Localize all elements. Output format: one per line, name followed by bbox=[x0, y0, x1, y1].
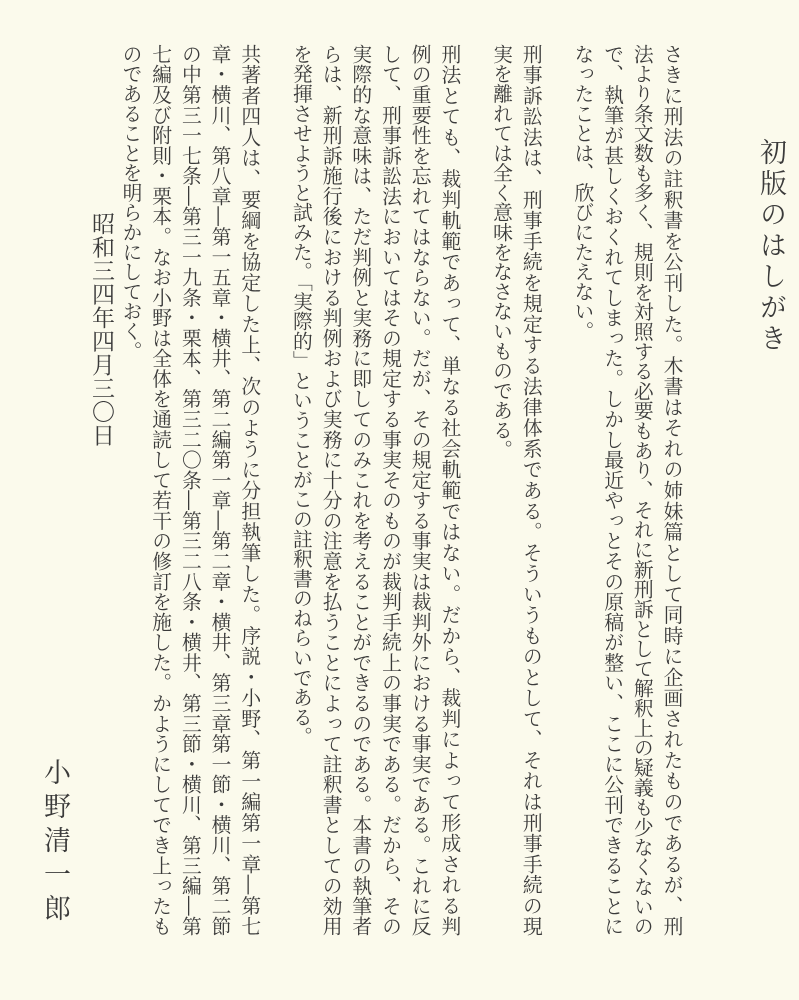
text-line: 章・横川、第八章―第一五章・横井、第二編第一章―第二章・横井、第三章第一節・横川、第二節 bbox=[208, 44, 232, 936]
text-line: 実際的な意味は、ただ判例と実務に即してのみこれを考えることができるのである。本書の執筆者 bbox=[348, 44, 372, 936]
author-signature: 小野清一郎 bbox=[39, 758, 70, 928]
text-line: のであることを明らかにしておく。 bbox=[119, 44, 142, 361]
text-line: して、刑事訴訟法においてはその規定する事実そのものが裁判手続上の事実である。だから、その bbox=[378, 44, 402, 936]
page-title: 初版のはしがき bbox=[755, 138, 786, 355]
preface-body bbox=[115, 44, 708, 936]
text-line: 七編及び附則・栗本。なお小野は全体を通読して若干の修訂を施した。かようにしてでき上ったも bbox=[148, 44, 172, 936]
text-line: らは、新刑訴施行後における判例および実務に十分の注意を払うことによって註釈書としての効用 bbox=[319, 44, 343, 936]
text-line: を発揮させようと試みた。「実際的」ということがこの註釈書のねらいである。 bbox=[289, 44, 313, 747]
text-line: 実を離れては全く意味をなさないものである。 bbox=[489, 44, 513, 460]
text-line: 法より条文数も多く、規則を対照する必要もあり、それに新刑訴として解釈上の疑義も少なくないの bbox=[630, 44, 654, 936]
text-line: 刑事訴訟法は、刑事手続を規定する法律体系である。そういうものとして、それは刑事手続の現 bbox=[519, 44, 543, 936]
text-line: 刑法とても、裁判軌範であって、単なる社会軌範ではない。だから、裁判によって形成される判 bbox=[437, 44, 461, 936]
date-line: 昭和三四年四月三〇日 bbox=[88, 212, 114, 447]
text-line: さきに刑法の註釈書を公刊した。木書はそれの姉妹篇として同時に企画されたものであるが、刑 bbox=[660, 44, 683, 936]
text-line: なったことは、欣びにたえない。 bbox=[570, 44, 594, 341]
text-line: 共著者四人は、要綱を協定した上、次のように分担執筆した。序説・小野、第一編第一章―第七 bbox=[237, 44, 261, 936]
text-line: 例の重要性を忘れてはならない。だが、その規定する事実は裁判外における事実である。これに反 bbox=[408, 44, 432, 936]
text-line: の中第三一七条―第三一九条・栗本、第三二〇条―第三二八条・横井、第三節・横川、第三編―第 bbox=[178, 44, 202, 936]
text-line: で、執筆が甚しくおくれてしまった。しかし最近やっとその原稿が整い、ここに公刊できることに bbox=[600, 44, 624, 936]
